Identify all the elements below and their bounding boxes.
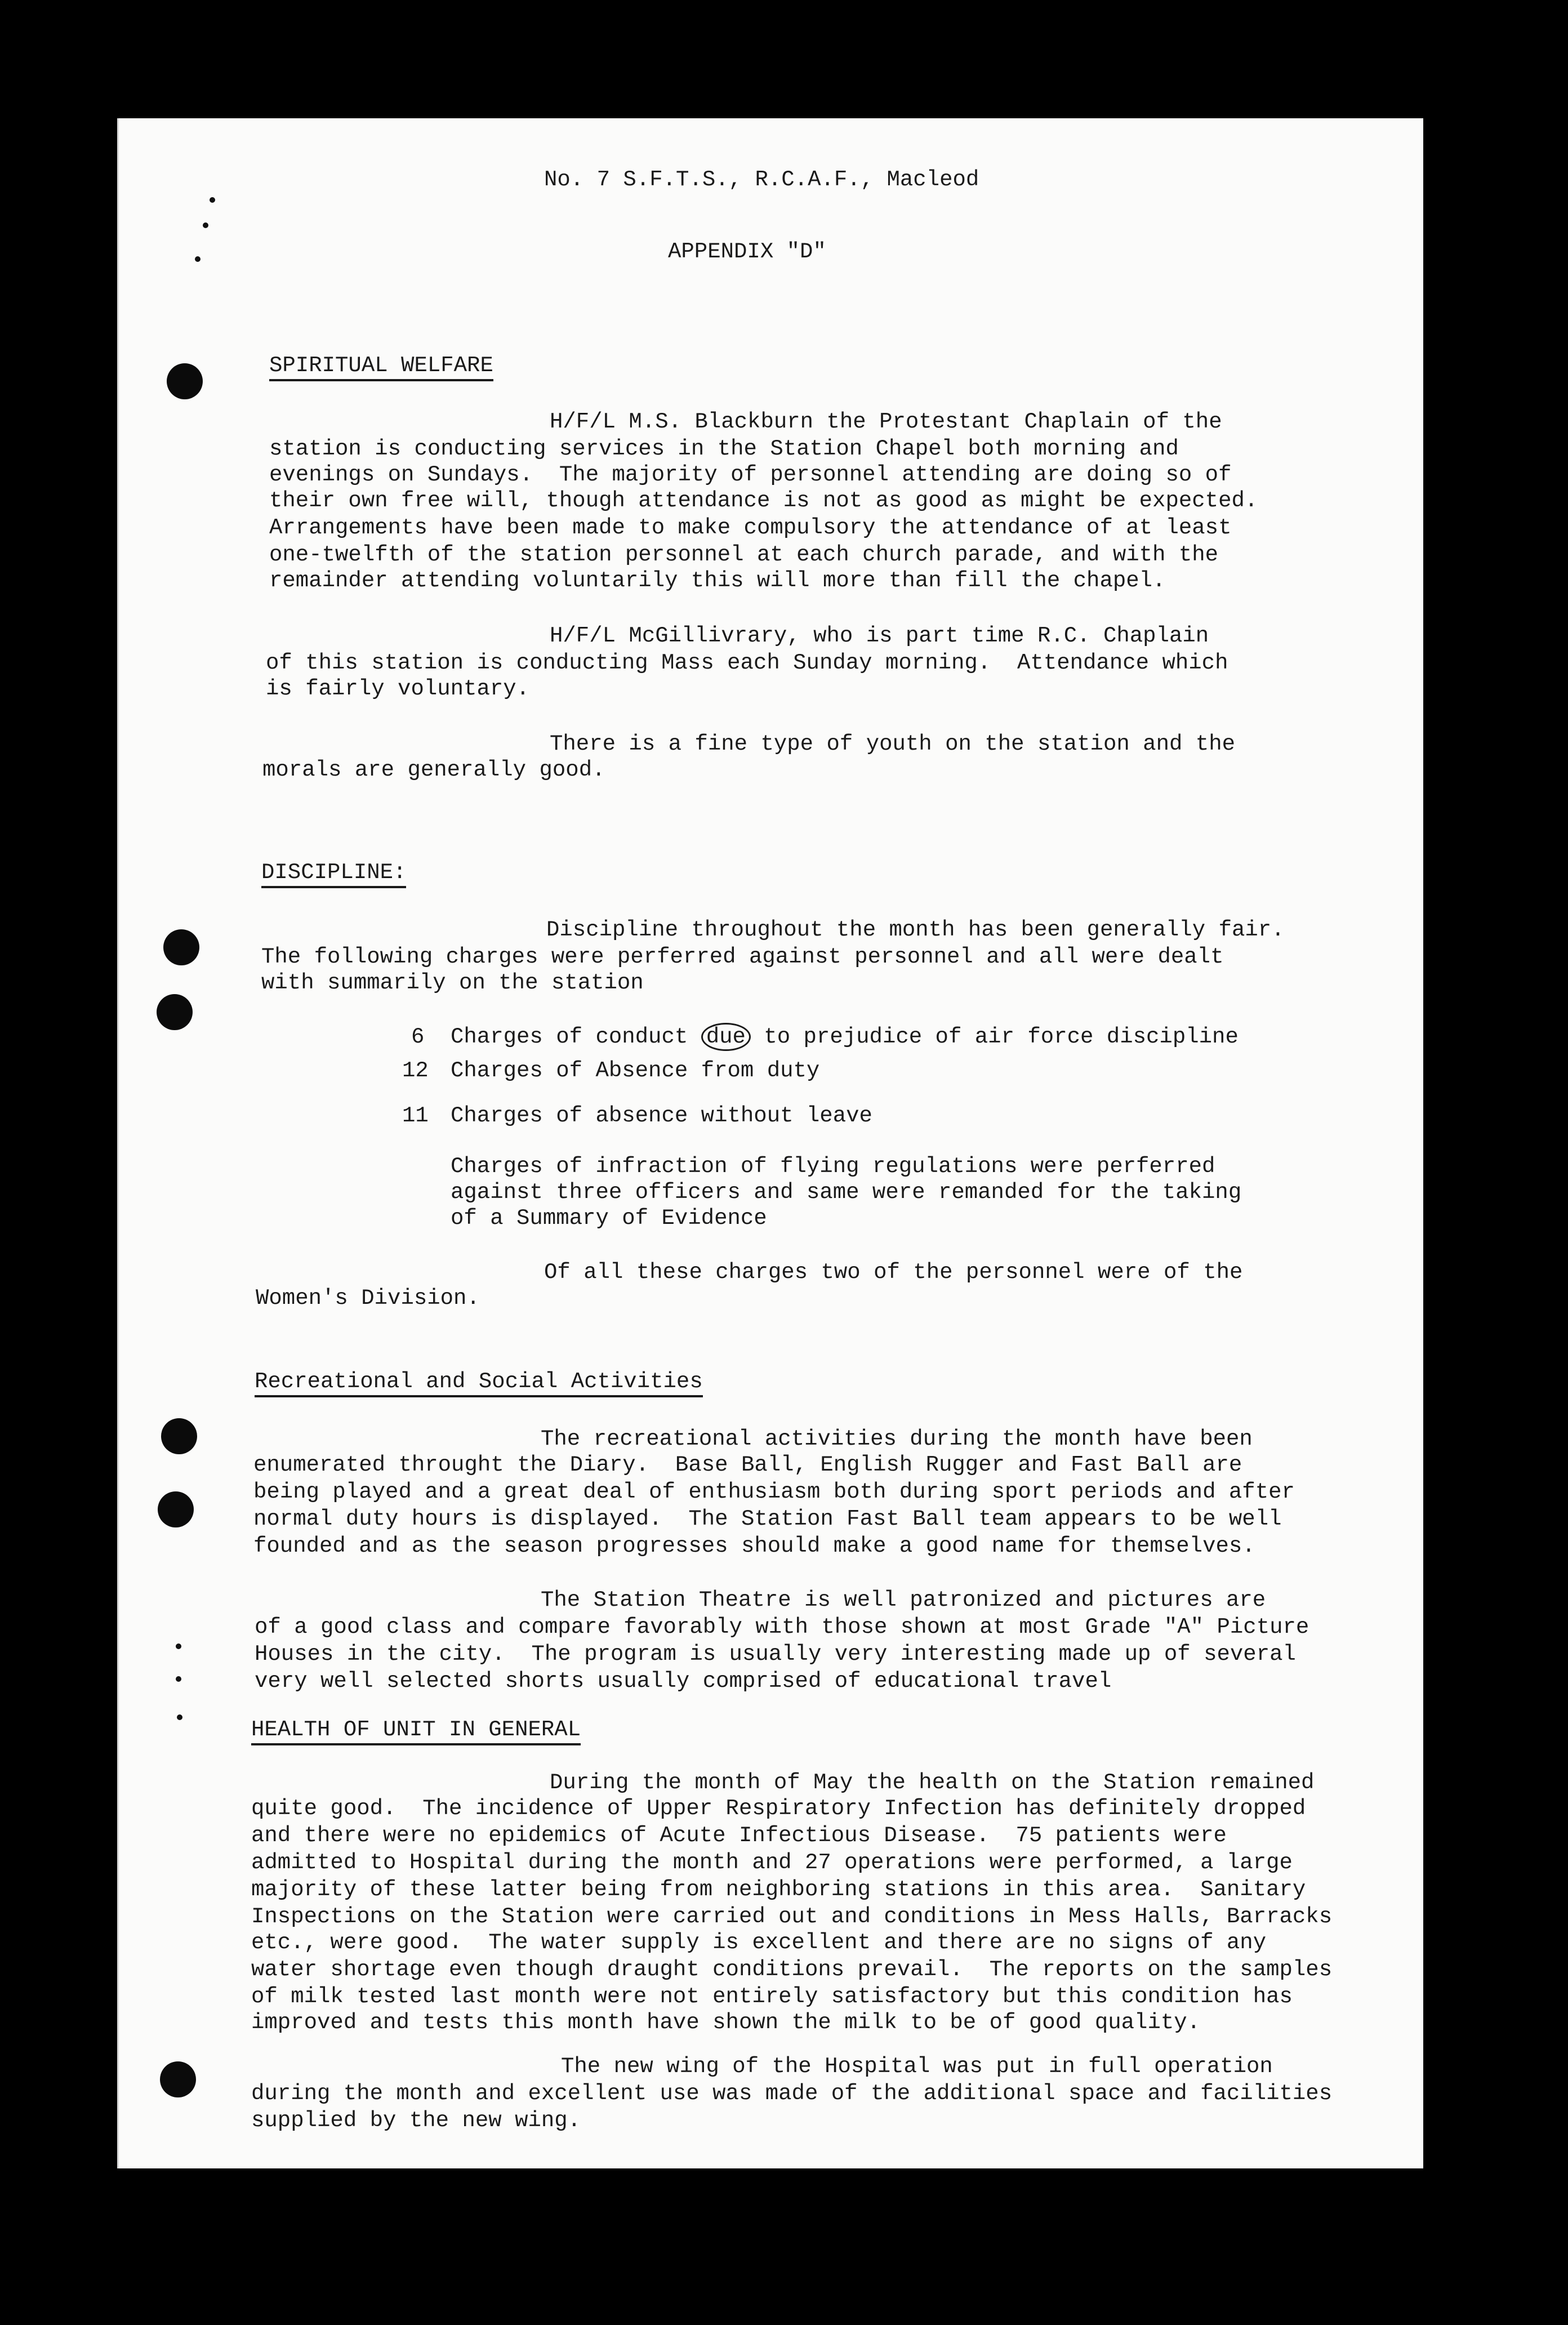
punch-hole [161,1418,197,1454]
section-heading-recreational: Recreational and Social Activities [255,1371,703,1397]
charge-count: 6 [411,1025,425,1049]
speck-mark [203,222,208,228]
punch-hole [157,994,193,1030]
charge-count: 12 [402,1058,429,1083]
charge-text: Charges of Absence from duty [451,1058,820,1083]
punch-hole [158,1491,194,1527]
speck-mark [210,197,215,203]
appendix-title: APPENDIX "D" [668,239,826,264]
punch-hole [167,363,203,399]
section-heading-health: HEALTH OF UNIT IN GENERAL [251,1719,581,1745]
speck-mark [195,256,201,262]
punch-hole [160,2061,196,2097]
charge-text: Charges of conduct due to prejudice of air force discipline [451,1026,1239,1048]
section-heading-discipline: DISCIPLINE: [261,862,406,888]
unit-line: No. 7 S.F.T.S., R.C.A.F., Macleod [544,167,979,192]
speck-mark [176,1676,181,1682]
charge-text: Charges of absence without leave [451,1103,872,1128]
circled-word: due [701,1023,751,1051]
charge-count: 11 [402,1103,429,1128]
speck-mark [177,1714,182,1720]
punch-hole [163,929,199,965]
section-heading-spiritual-welfare: SPIRITUAL WELFARE [269,355,493,381]
speck-mark [176,1643,181,1649]
